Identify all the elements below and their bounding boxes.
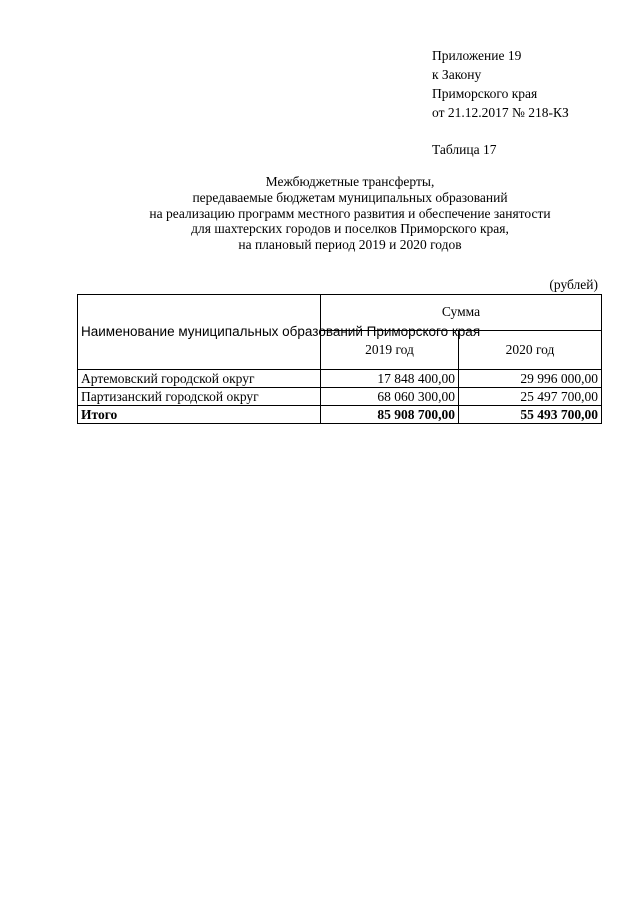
table-number: Таблица 17	[432, 142, 497, 157]
document-title	[60, 174, 640, 253]
appendix-line: Приморского края	[432, 86, 538, 101]
appendix-block	[432, 46, 569, 122]
total-row	[78, 406, 602, 424]
row-value-2019: 17 848 400,00	[321, 370, 459, 388]
row-name: Артемовский городской округ	[78, 370, 321, 388]
appendix-line: Приложение 19	[432, 48, 522, 63]
header-year-2019: 2019 год	[321, 330, 459, 369]
transfers-table	[77, 294, 602, 424]
total-label: Итого	[78, 406, 321, 424]
table-row	[78, 388, 602, 406]
title-line: передаваемые бюджетам муниципальных образований	[192, 189, 508, 205]
row-value-2020: 29 996 000,00	[459, 370, 602, 388]
header-municipality: Наименование муниципальных образований Приморского края	[78, 295, 321, 370]
header-year-2020: 2020 год	[459, 330, 602, 369]
appendix-line: к Закону	[432, 67, 482, 82]
title-line: для шахтерских городов и поселков Приморского края,	[191, 221, 509, 237]
total-value-2020: 55 493 700,00	[459, 406, 602, 424]
title-line: на плановый период 2019 и 2020 годов	[238, 237, 462, 253]
title-line: Межбюджетные трансферты,	[265, 174, 435, 189]
header-row	[78, 295, 602, 331]
unit-label: (рублей)	[549, 277, 598, 292]
row-value-2020: 25 497 700,00	[459, 388, 602, 406]
title-line: на реализацию программ местного развития и обеспечение занятости	[149, 205, 551, 221]
table-row	[78, 370, 602, 388]
row-name: Партизанский городской округ	[78, 388, 321, 406]
appendix-line: от 21.12.2017 № 218-КЗ	[432, 105, 569, 120]
header-sum: Сумма	[321, 295, 602, 331]
total-value-2019: 85 908 700,00	[321, 406, 459, 424]
row-value-2019: 68 060 300,00	[321, 388, 459, 406]
